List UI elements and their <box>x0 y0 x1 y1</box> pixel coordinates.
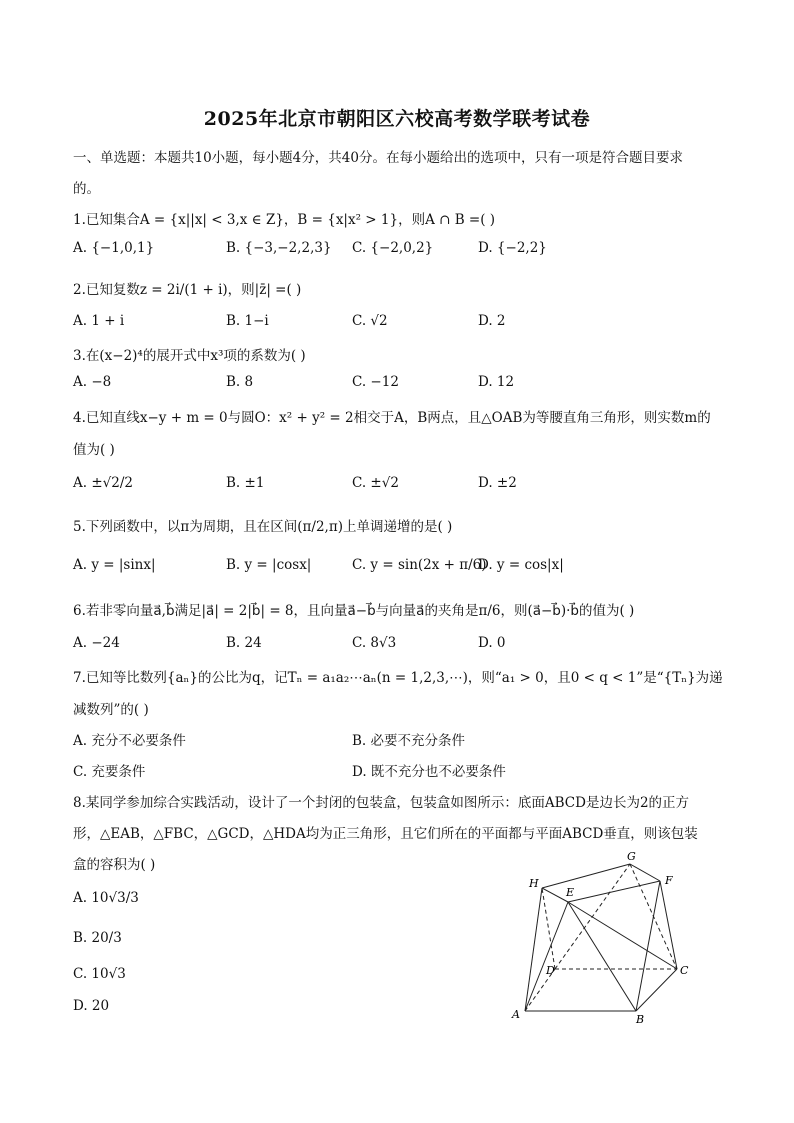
question-2-stem: 2.已知复数z = 2i/(1 + i)，则|z̄| =( ) <box>73 282 302 298</box>
q8-option-d: D. 20 <box>73 998 110 1014</box>
vertex-label-b: B <box>636 1013 645 1026</box>
vertex-label-a: A <box>512 1008 520 1021</box>
question-4-stem-cont: 值为( ) <box>73 442 115 458</box>
question-5-stem: 5.下列函数中，以π为周期，且在区间(π/2,π)上单调递增的是( ) <box>73 519 453 535</box>
q6-option-a: A. −24 <box>73 635 120 651</box>
q4-option-c: C. ±√2 <box>352 475 399 491</box>
q3-option-a: A. −8 <box>73 374 112 390</box>
q2-option-a: A. 1 + i <box>73 313 125 329</box>
vertex-label-e: E <box>566 886 575 899</box>
question-7-stem-cont: 减数列”的( ) <box>73 702 149 718</box>
vertex-label-c: C <box>680 964 689 977</box>
vertex-label-f: F <box>665 874 673 887</box>
question-4-stem: 4.已知直线x−y + m = 0与圆O：x² + y² = 2相交于A，B两点，且△OAB为等腰直角三角形，则实数m的 <box>73 410 711 426</box>
q7-option-d: D. 既不充分也不必要条件 <box>352 764 506 780</box>
question-8-stem: 8.某同学参加综合实践活动，设计了一个封闭的包装盒，包装盒如图所示：底面ABCD是边长为2的正方 <box>73 795 690 811</box>
q3-option-c: C. −12 <box>352 374 399 390</box>
q1-option-a: A. {−1,0,1} <box>73 240 155 256</box>
q6-option-d: D. 0 <box>478 635 506 651</box>
q5-option-b: B. y = |cosx| <box>226 557 312 573</box>
q3-option-d: D. 12 <box>478 374 515 390</box>
q2-option-c: C. √2 <box>352 313 388 329</box>
package-box-figure <box>505 848 705 1038</box>
q1-option-d: D. {−2,2} <box>478 240 547 256</box>
q5-option-a: A. y = |sinx| <box>73 557 156 573</box>
question-3-stem: 3.在(x−2)⁴的展开式中x³项的系数为( ) <box>73 348 306 364</box>
q2-option-b: B. 1−i <box>226 313 269 329</box>
q7-option-a: A. 充分不必要条件 <box>73 733 186 749</box>
q8-option-c: C. 10√3 <box>73 966 126 982</box>
q4-option-b: B. ±1 <box>226 475 265 491</box>
question-7-stem: 7.已知等比数列{aₙ}的公比为q，记Tₙ = a₁a₂⋯aₙ(n = 1,2,3,⋯)，则“a₁ > 0，且0 < q < 1”是“{Tₙ}为递 <box>73 670 723 686</box>
q7-option-c: C. 充要条件 <box>73 764 146 780</box>
q2-option-d: D. 2 <box>478 313 506 329</box>
page-title: 2025年北京市朝阳区六校高考数学联考试卷 <box>203 108 591 130</box>
q6-option-c: C. 8√3 <box>352 635 397 651</box>
q4-option-d: D. ±2 <box>478 475 517 491</box>
question-6-stem: 6.若非零向量a⃗,b⃗满足|a⃗| = 2|b⃗| = 8，且向量a⃗−b⃗与向量a⃗的夹角是π/6，则(a⃗−b⃗)·b⃗的值为( ) <box>73 603 635 619</box>
q6-option-b: B. 24 <box>226 635 262 651</box>
section-instructions-cont: 的。 <box>73 181 100 197</box>
q5-option-c: C. y = sin(2x + π/6) <box>352 557 487 573</box>
vertex-label-d: D <box>546 964 555 977</box>
q3-option-b: B. 8 <box>226 374 254 390</box>
q1-option-b: B. {−3,−2,2,3} <box>226 240 332 256</box>
q8-option-b: B. 20/3 <box>73 930 122 946</box>
q4-option-a: A. ±√2/2 <box>73 475 133 491</box>
question-8-stem-cont2: 盒的容积为( ) <box>73 857 156 873</box>
question-8-stem-cont: 形，△EAB，△FBC，△GCD，△HDA均为正三角形，且它们所在的平面都与平面ABCD垂直，则该包装 <box>73 826 698 842</box>
q7-option-b: B. 必要不充分条件 <box>352 733 466 749</box>
vertex-label-h: H <box>529 877 539 890</box>
q5-option-d: D. y = cos|x| <box>478 557 564 573</box>
q1-option-c: C. {−2,0,2} <box>352 240 434 256</box>
q8-option-a: A. 10√3/3 <box>73 890 139 906</box>
vertex-label-g: G <box>627 850 636 863</box>
section-instructions: 一、单选题：本题共10小题，每小题4分，共40分。在每小题给出的选项中，只有一项是符合题目要求 <box>73 150 683 166</box>
question-1-stem: 1.已知集合A = {x||x| < 3,x ∈ Z}，B = {x|x² > 1}，则A ∩ B =( ) <box>73 212 496 228</box>
